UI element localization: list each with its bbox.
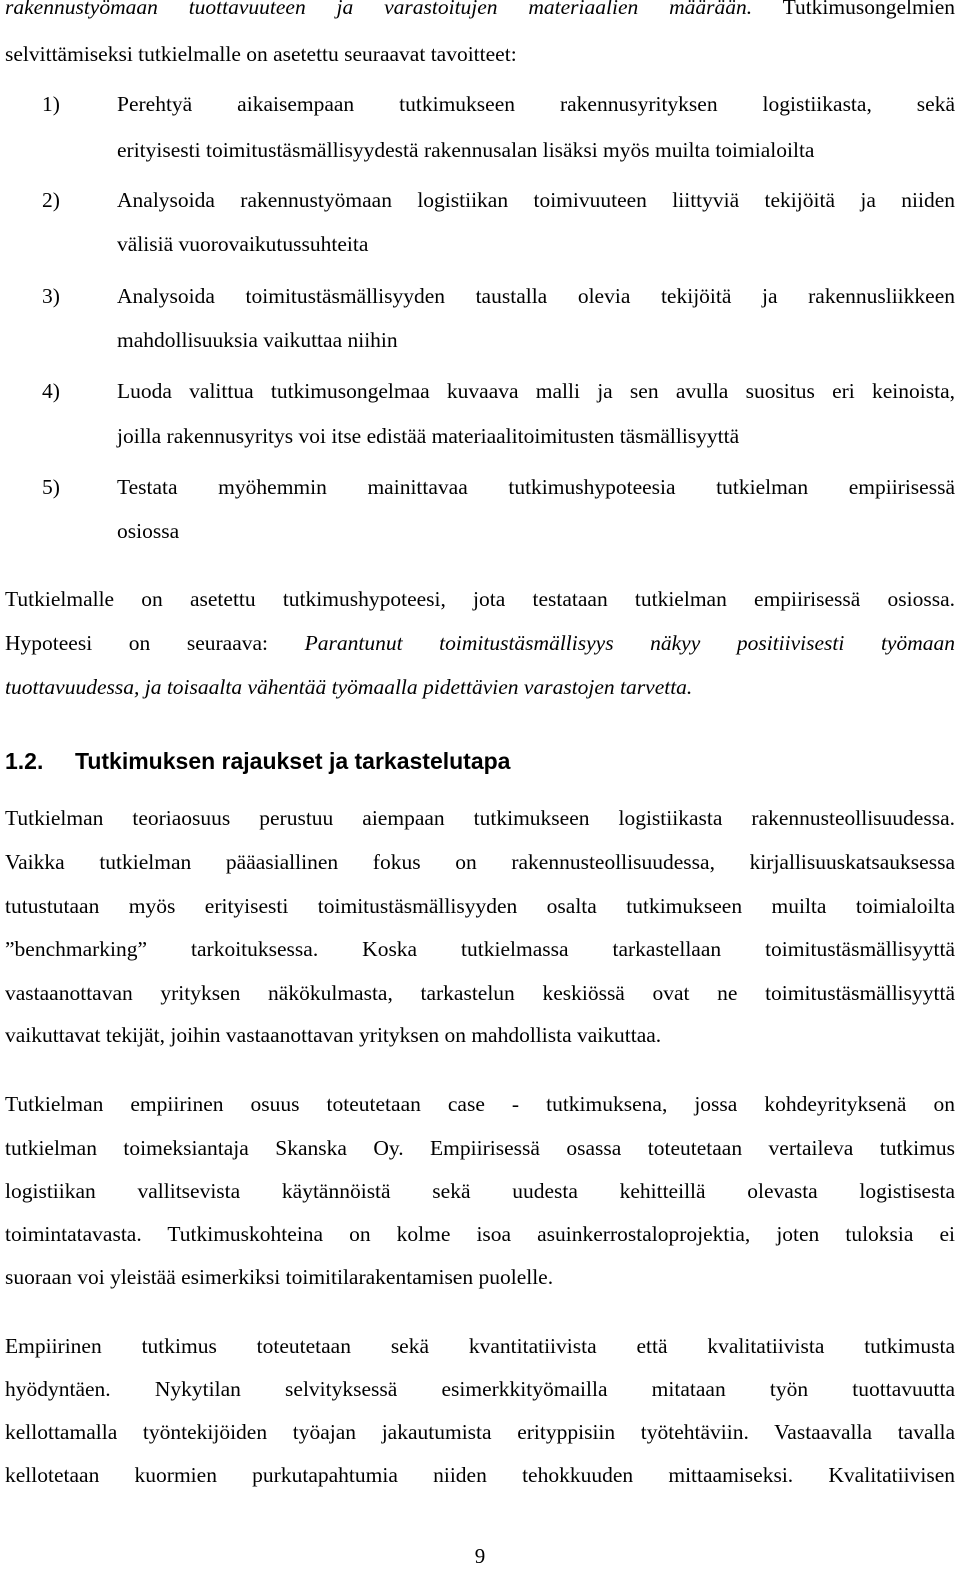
paragraph-3-line: Empiirinen tutkimus toteutetaan sekä kvantitatiivista että kvalitatiivista tutkimusta bbox=[5, 1334, 955, 1358]
paragraph-3-line: kellottamalla työntekijöiden työajan jakautumista erityppisiin työtehtäviin. Vastaavalla tavalla bbox=[5, 1420, 955, 1444]
section-title: Tutkimuksen rajaukset ja tarkastelutapa bbox=[75, 748, 511, 774]
paragraph-1-line: tutustutaan myös erityisesti toimitustäsmällisyyden osalta tutkimukseen muilta toimialoilta bbox=[5, 894, 955, 918]
paragraph-3-line: hyödyntäen. Nykytilan selvityksessä esimerkkityömailla mitataan työn tuottavuutta bbox=[5, 1377, 955, 1401]
paragraph-1-line: vastaanottavan yrityksen näkökulmasta, tarkastelun keskiössä ovat ne toimitustäsmällisyyttä bbox=[5, 981, 955, 1005]
paragraph-2-line: tutkielman toimeksiantaja Skanska Oy. Empiirisessä osassa toteutetaan vertaileva tutkimus bbox=[5, 1136, 955, 1160]
page-number: 9 bbox=[474, 1544, 486, 1568]
goal-number: 1) bbox=[42, 92, 60, 116]
section-number: 1.2. bbox=[5, 748, 44, 774]
hypothesis-line-1: Tutkielmalle on asetettu tutkimushypoteesi, jota testataan tutkielman empiirisessä osiossa. bbox=[5, 587, 955, 611]
hypothesis-intro: Hypoteesi on seuraava: bbox=[5, 631, 305, 655]
goal-3-line-1: Analysoida toimitustäsmällisyyden taustalla olevia tekijöitä ja rakennusliikkeen bbox=[117, 284, 955, 308]
hypothesis-line-3: tuottavuudessa, ja toisaalta vähentää työmaalla pidettävien varastojen tarvetta. bbox=[5, 675, 693, 699]
goal-5-line-1: Testata myöhemmin mainittavaa tutkimushypoteesia tutkielman empiirisessä bbox=[117, 475, 955, 499]
paragraph-1-line: Vaikka tutkielman pääasiallinen fokus on rakennusteollisuudessa, kirjallisuuskatsauksessa bbox=[5, 850, 955, 874]
intro-line-2: selvittämiseksi tutkielmalle on asetettu seuraavat tavoitteet: bbox=[5, 42, 517, 66]
intro-text: Tutkimusongelmien bbox=[752, 0, 955, 19]
goal-number: 5) bbox=[42, 475, 60, 499]
goal-number: 4) bbox=[42, 379, 60, 403]
paragraph-2-line: toimintatavasta. Tutkimuskohteina on kolme isoa asuinkerrostaloprojektia, joten tuloksia ei bbox=[5, 1222, 955, 1246]
hypothesis-statement: Parantunut toimitustäsmällisyys näkyy positiivisesti työmaan bbox=[304, 631, 955, 655]
goal-4-line-2: joilla rakennusyritys voi itse edistää materiaalitoimitusten täsmällisyyttä bbox=[117, 424, 740, 448]
intro-italic-text: rakennustyömaan tuottavuuteen ja varastoitujen materiaalien määrään. bbox=[5, 0, 753, 19]
paragraph-2-line: suoraan voi yleistää esimerkiksi toimitilarakentamisen puolelle. bbox=[5, 1265, 554, 1289]
paragraph-2-line: Tutkielman empiirinen osuus toteutetaan case - tutkimuksena, jossa kohdeyrityksenä on bbox=[5, 1092, 955, 1116]
goal-4-line-1: Luoda valittua tutkimusongelmaa kuvaava malli ja sen avulla suositus eri keinoista, bbox=[117, 379, 955, 403]
paragraph-1-line: ”benchmarking” tarkoituksessa. Koska tutkielmassa tarkastellaan toimitustäsmällisyyttä bbox=[5, 937, 955, 961]
hypothesis-line-2 bbox=[5, 630, 955, 656]
goal-3-line-2: mahdollisuuksia vaikuttaa niihin bbox=[117, 328, 398, 352]
paragraph-3-line: kellotetaan kuormien purkutapahtumia niiden tehokkuuden mittaamiseksi. Kvalitatiivisen bbox=[5, 1463, 955, 1487]
goal-2-line-1: Analysoida rakennustyömaan logistiikan toimivuuteen liittyviä tekijöitä ja niiden bbox=[117, 188, 955, 212]
paragraph-1-line: vaikuttavat tekijät, joihin vastaanottavan yrityksen on mahdollista vaikuttaa. bbox=[5, 1023, 662, 1047]
goal-2-line-2: välisiä vuorovaikutussuhteita bbox=[117, 232, 369, 256]
goal-number: 3) bbox=[42, 284, 60, 308]
goal-1-line-2: erityisesti toimitustäsmällisyydestä rakennusalan lisäksi myös muilta toimialoilta bbox=[117, 138, 815, 162]
intro-line-1 bbox=[5, 0, 955, 20]
paragraph-2-line: logistiikan vallitsevista käytännöistä sekä uudesta kehitteillä olevasta logistisesta bbox=[5, 1179, 955, 1203]
goal-5-line-2: osiossa bbox=[117, 519, 180, 543]
goal-number: 2) bbox=[42, 188, 60, 212]
goal-1-line-1: Perehtyä aikaisempaan tutkimukseen rakennusyrityksen logistiikasta, sekä bbox=[117, 92, 955, 116]
paragraph-1-line: Tutkielman teoriaosuus perustuu aiempaan tutkimukseen logistiikasta rakennusteollisuudessa. bbox=[5, 806, 955, 830]
